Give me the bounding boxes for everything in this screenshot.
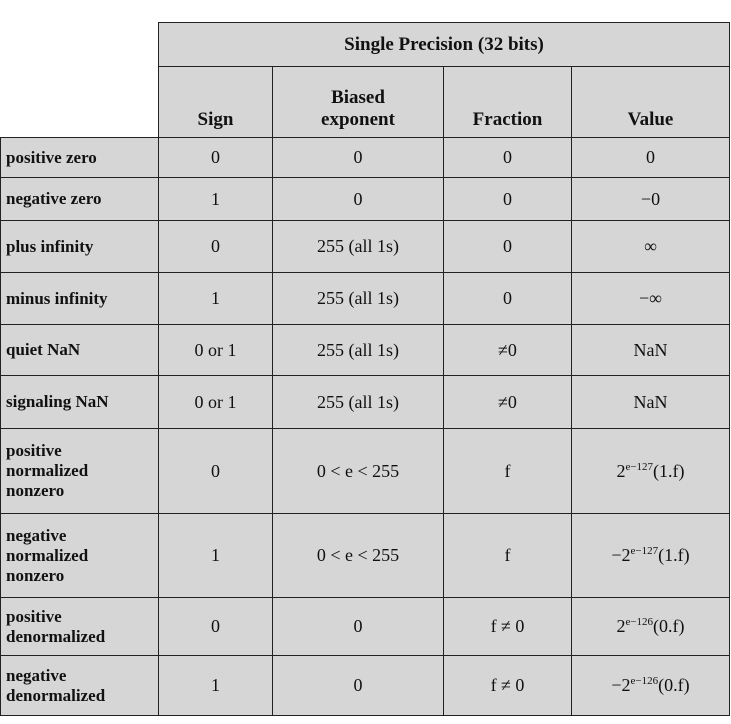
cell-value	[572, 514, 730, 598]
row-label-line: positive	[6, 441, 62, 460]
row-label	[1, 221, 159, 273]
table-row	[1, 656, 730, 716]
cell-value	[572, 656, 730, 716]
cell-fraction: ≠0	[444, 325, 572, 376]
cell-exponent: 255 (all 1s)	[273, 221, 444, 273]
cell-fraction: 0	[444, 138, 572, 178]
row-label	[1, 376, 159, 429]
value-base: 2	[616, 616, 626, 636]
cell-exponent: 0	[273, 656, 444, 716]
cell-sign: 0	[159, 221, 273, 273]
row-label-line: normalized	[6, 461, 89, 480]
column-header-biased-exponent	[273, 67, 444, 138]
row-label	[1, 138, 159, 178]
table-row	[1, 325, 730, 376]
cell-sign: 1	[159, 273, 273, 325]
cell-exponent: 0	[273, 598, 444, 656]
cell-value	[572, 376, 730, 429]
cell-fraction: ≠0	[444, 376, 572, 429]
cell-value	[572, 325, 730, 376]
value-base: ∞	[644, 236, 657, 256]
cell-sign: 0 or 1	[159, 325, 273, 376]
column-header-value	[572, 67, 730, 138]
table-row	[1, 178, 730, 221]
row-label-line: plus infinity	[6, 236, 94, 256]
value-base: 2	[616, 460, 626, 481]
row-label	[1, 598, 159, 656]
cell-sign: 0	[159, 138, 273, 178]
row-label	[1, 273, 159, 325]
row-label-line: quiet NaN	[6, 340, 81, 359]
cell-sign: 0 or 1	[159, 376, 273, 429]
corner-blank-lower	[1, 67, 159, 138]
column-header-line2: Value	[627, 109, 674, 130]
cell-fraction: f ≠ 0	[444, 598, 572, 656]
cell-value	[572, 221, 730, 273]
cell-sign: 1	[159, 656, 273, 716]
cell-value	[572, 273, 730, 325]
row-label-line: negative	[6, 665, 67, 685]
column-header-fraction	[444, 67, 572, 138]
row-label-line: negative zero	[6, 189, 102, 208]
row-label-line: nonzero	[6, 565, 65, 585]
cell-exponent: 0 < e < 255	[273, 514, 444, 598]
cell-exponent: 0	[273, 178, 444, 221]
row-label-line: negative	[6, 525, 67, 545]
cell-exponent: 255 (all 1s)	[273, 376, 444, 429]
row-label-line: signaling NaN	[6, 392, 109, 411]
table-body	[1, 138, 730, 716]
row-label	[1, 429, 159, 514]
value-base: −0	[640, 188, 661, 209]
table-row	[1, 138, 730, 178]
cell-value	[572, 429, 730, 514]
value-exponent: e−127	[630, 545, 659, 557]
cell-exponent: 0	[273, 138, 444, 178]
table-title: Single Precision (32 bits)	[159, 23, 730, 67]
table-wrapper	[0, 22, 730, 716]
row-label-line: denormalized	[6, 685, 106, 705]
cell-sign: 0	[159, 598, 273, 656]
corner-blank	[1, 23, 159, 67]
column-header-line2: exponent	[321, 109, 395, 130]
column-header-line2: Sign	[197, 109, 234, 130]
cell-sign: 0	[159, 429, 273, 514]
cell-value	[572, 138, 730, 178]
cell-sign: 1	[159, 178, 273, 221]
cell-fraction: 0	[444, 221, 572, 273]
row-label-line: minus infinity	[6, 288, 108, 308]
value-base: −∞	[639, 288, 662, 308]
cell-fraction: f ≠ 0	[444, 656, 572, 716]
row-label-line: nonzero	[6, 481, 65, 500]
column-header-line1: Biased	[331, 87, 385, 108]
value-exponent: e−127	[625, 460, 654, 473]
cell-fraction: f	[444, 429, 572, 514]
cell-sign: 1	[159, 514, 273, 598]
table-row	[1, 273, 730, 325]
value-mantissa: (0.f)	[658, 675, 690, 695]
value-exponent: e−126	[625, 616, 654, 628]
row-label-line: positive	[6, 606, 62, 626]
table-row	[1, 514, 730, 598]
table-row	[1, 376, 730, 429]
cell-fraction: 0	[444, 273, 572, 325]
column-header-line2: Fraction	[472, 109, 543, 130]
ieee-single-precision-table	[0, 22, 730, 716]
column-header-sign	[159, 67, 273, 138]
cell-exponent: 255 (all 1s)	[273, 273, 444, 325]
cell-fraction: f	[444, 514, 572, 598]
row-label	[1, 656, 159, 716]
row-label	[1, 514, 159, 598]
table-row	[1, 221, 730, 273]
value-mantissa: (0.f)	[653, 616, 685, 636]
cell-exponent: 255 (all 1s)	[273, 325, 444, 376]
value-mantissa: (1.f)	[658, 545, 690, 565]
value-base: −2	[611, 545, 631, 565]
row-label-line: positive zero	[6, 147, 97, 167]
value-base: NaN	[633, 391, 668, 412]
table-row	[1, 429, 730, 514]
cell-value	[572, 598, 730, 656]
cell-exponent: 0 < e < 255	[273, 429, 444, 514]
value-base: −2	[611, 675, 631, 695]
row-label-line: denormalized	[6, 626, 106, 646]
value-exponent: e−126	[630, 675, 659, 687]
row-label	[1, 325, 159, 376]
cell-value	[572, 178, 730, 221]
value-mantissa: (1.f)	[653, 460, 685, 481]
row-label	[1, 178, 159, 221]
cell-fraction: 0	[444, 178, 572, 221]
value-base: 0	[646, 147, 655, 167]
row-label-line: normalized	[6, 545, 89, 565]
table-row	[1, 598, 730, 656]
value-base: NaN	[633, 339, 668, 360]
